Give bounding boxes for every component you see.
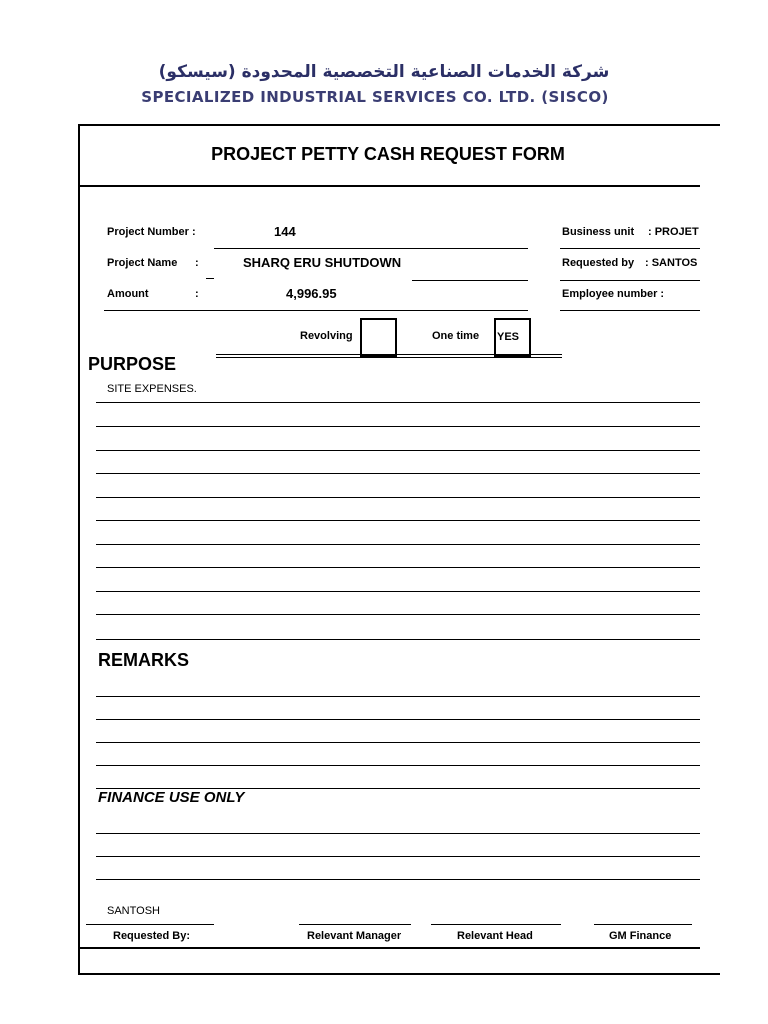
purpose-line <box>96 450 700 451</box>
purpose-text: SITE EXPENSES. <box>107 383 197 395</box>
type-line-2 <box>216 357 562 358</box>
remarks-heading: REMARKS <box>98 650 190 670</box>
purpose-line <box>96 520 700 521</box>
requested-by-label: Requested by <box>562 257 635 269</box>
project-number-label: Project Number : <box>107 226 196 238</box>
remarks-line <box>96 719 700 720</box>
purpose-line <box>96 544 700 545</box>
employee-number-label: Employee number : <box>562 288 665 300</box>
project-number-value: 144 <box>274 224 296 239</box>
signature-line-manager <box>299 924 411 925</box>
business-unit-value: : PROJET <box>648 226 699 238</box>
purpose-line <box>96 614 700 615</box>
one-time-label: One time <box>432 330 480 342</box>
project-number-line <box>214 248 528 249</box>
purpose-line <box>96 426 700 427</box>
purpose-line <box>96 639 700 640</box>
signature-line-gm <box>594 924 692 925</box>
finance-line <box>96 879 700 880</box>
purpose-line <box>96 473 700 474</box>
finance-line <box>96 856 700 857</box>
project-name-line-short <box>206 278 214 279</box>
one-time-checkbox[interactable] <box>494 318 531 357</box>
purpose-line <box>96 497 700 498</box>
revolving-checkbox[interactable] <box>360 318 397 357</box>
company-name-english: SPECIALIZED INDUSTRIAL SERVICES CO. LTD. (SISCO) <box>141 88 609 106</box>
purpose-line <box>96 591 700 592</box>
project-name-value: SHARQ ERU SHUTDOWN <box>243 255 402 270</box>
project-name-colon: : <box>195 257 199 269</box>
finance-heading: FINANCE USE ONLY <box>98 789 245 806</box>
requested-by-value: : SANTOS <box>645 257 698 269</box>
signature-line-head <box>431 924 561 925</box>
business-unit-line <box>560 248 700 249</box>
remarks-line <box>96 696 700 697</box>
remarks-line <box>96 765 700 766</box>
type-line-1 <box>216 354 562 355</box>
finance-line <box>96 833 700 834</box>
purpose-line <box>96 567 700 568</box>
footer-divider <box>78 947 700 949</box>
business-unit-label: Business unit <box>562 226 635 238</box>
remarks-line <box>96 742 700 743</box>
gm-finance-label: GM Finance <box>609 930 672 942</box>
purpose-line <box>96 402 700 403</box>
one-time-value: YES <box>497 331 520 343</box>
requested-by-signature-label: Requested By: <box>113 930 191 942</box>
amount-label: Amount <box>107 288 149 300</box>
amount-colon: : <box>195 288 199 300</box>
amount-line <box>104 310 528 311</box>
form-frame <box>78 124 720 975</box>
employee-number-line <box>560 310 700 311</box>
project-name-line <box>412 280 528 281</box>
relevant-head-label: Relevant Head <box>457 930 533 942</box>
signer-name: SANTOSH <box>107 905 160 917</box>
revolving-label: Revolving <box>300 330 353 342</box>
purpose-heading: PURPOSE <box>88 354 177 374</box>
company-name-arabic: شركة الخدمات الصناعية التخصصية المحدودة (سيسكو) <box>158 62 610 82</box>
relevant-manager-label: Relevant Manager <box>307 930 402 942</box>
requested-by-line <box>560 280 700 281</box>
title-divider <box>78 185 700 187</box>
form-title: PROJECT PETTY CASH REQUEST FORM <box>211 144 565 164</box>
signature-line-requested <box>86 924 214 925</box>
amount-value: 4,996.95 <box>286 286 337 301</box>
project-name-label: Project Name <box>107 257 178 269</box>
